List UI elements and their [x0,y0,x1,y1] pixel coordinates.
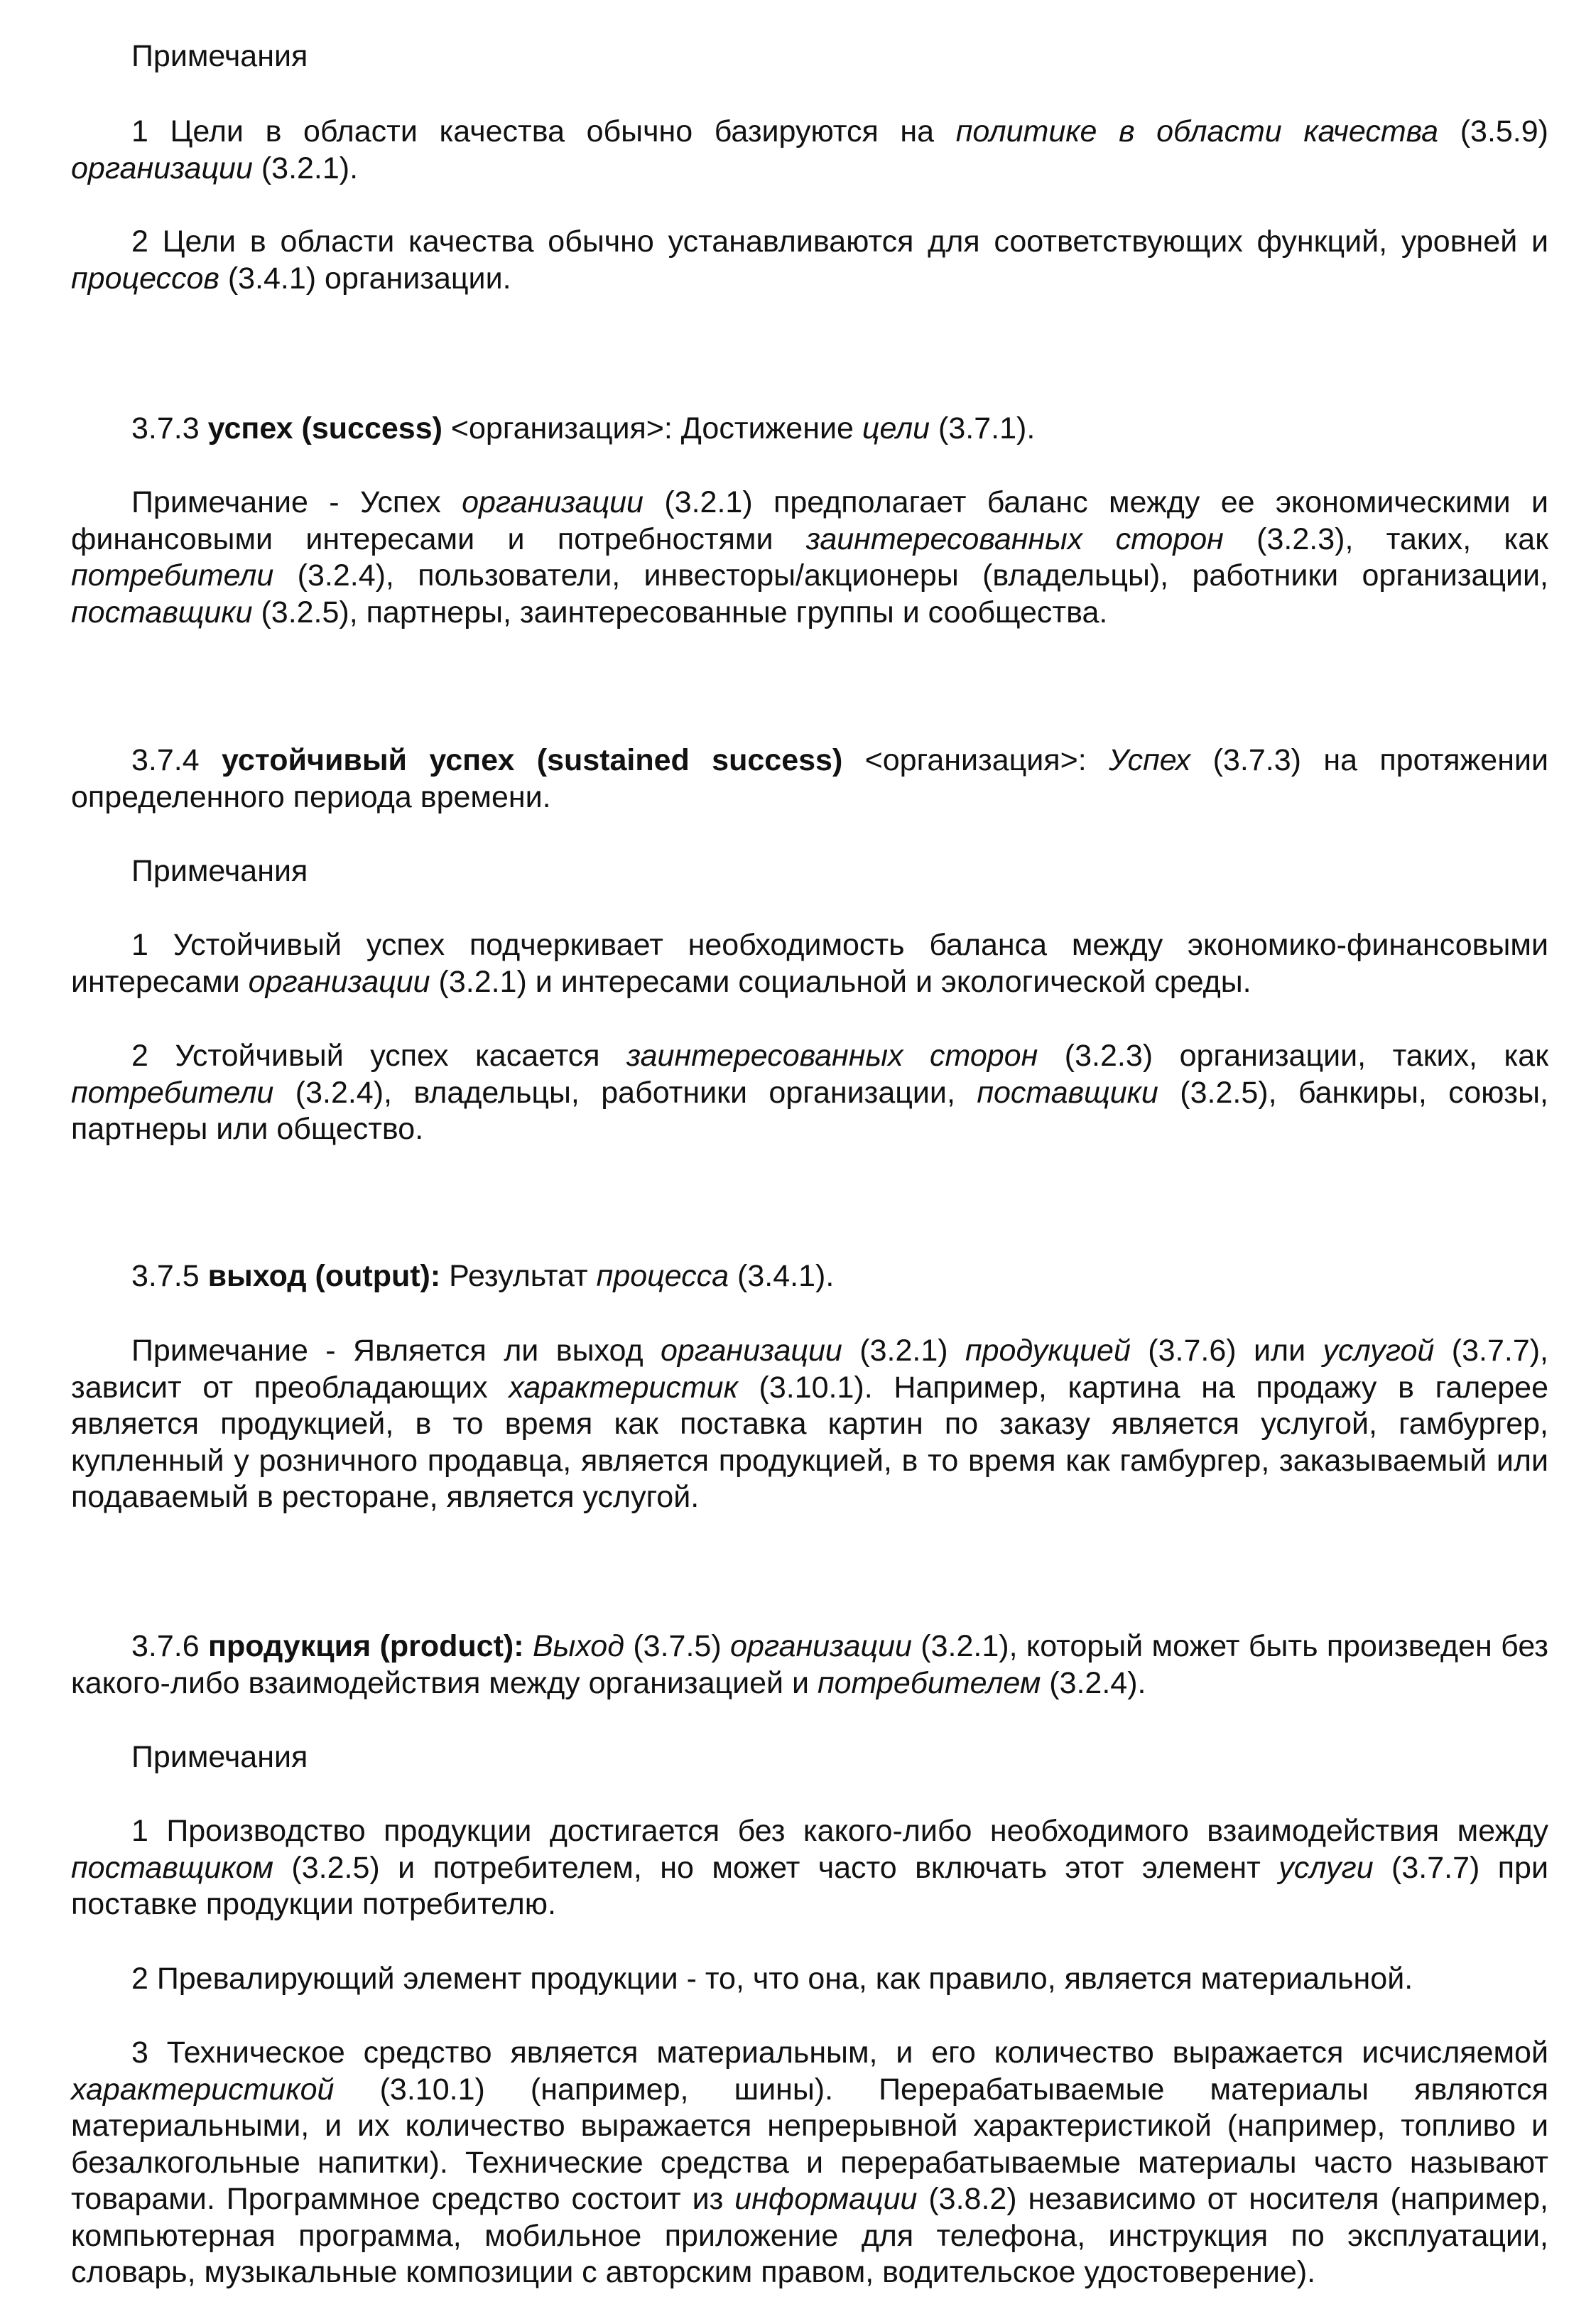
text-segment: (3.2.5) и потребителем, но может часто включать этот элемент [273,1850,1279,1885]
term-reference: потребители [71,558,274,593]
paragraph-note-2-3-7-4 [71,1038,1548,1148]
paragraph-note-2-quality-objectives [71,224,1548,297]
term-reference: организации [730,1629,912,1663]
term-name: выход (output): [207,1259,441,1293]
term-reference: поставщики [71,595,253,629]
term-reference: услугой [1323,1334,1435,1368]
text-segment: 1 Устойчивый успех подчеркивает необходимость баланса между экономико-финансовыми интересами [71,928,1548,999]
paragraph-notes-header-1 [71,38,1548,75]
text-segment: (3.2.1) предполагает баланс между ее экономическими и финансовыми интересами и потребностями [71,485,1549,556]
term-reference: потребители [71,1075,274,1110]
text-segment: <организация>: [842,743,1109,777]
text-segment: (3.8.2) независимо от носителя (например, компьютерная программа, мобильное приложение для телефона, инструкция по эксплуатации, словарь, музыкальные композиции с авторским правом, водительское удостоверение). [71,2182,1549,2289]
term-reference: Выход [532,1629,624,1663]
term-reference: организации [462,485,644,519]
term-reference: процесса [596,1259,729,1293]
paragraph-note-1-3-7-4 [71,927,1548,1000]
paragraph-term-3-7-4 [71,742,1548,816]
text-segment: (3.7.3) на протяжении определенного периода времени. [71,743,1549,814]
paragraph-notes-header-3 [71,1739,1548,1776]
text-segment: (3.2.3) организации, таких, как [1038,1039,1549,1073]
term-reference: поставщики [977,1075,1158,1110]
paragraph-note-1-3-7-6 [71,1813,1548,1923]
text-segment: (3.2.5), банкиры, союзы, партнеры или общество. [71,1075,1548,1146]
text-segment: 3.7.3 [131,411,208,445]
text-segment: (3.2.4), владельцы, работники организации, [273,1075,977,1110]
text-segment [524,1629,533,1663]
text-segment: 1 Цели в области качества обычно базируются на [131,114,956,148]
text-segment: (3.5.9) [1438,114,1548,148]
text-segment: (3.2.1) и интересами социальной и экологической среды. [430,964,1251,999]
text-segment: (3.7.6) или [1130,1334,1323,1368]
text-segment: (3.4.1). [729,1259,835,1293]
text-segment: 2 Устойчивый успех касается [131,1039,627,1073]
text-segment: 3.7.5 [131,1259,208,1293]
text-segment: (3.7.7) при поставке продукции потребителю. [71,1850,1548,1921]
term-reference: услуги [1278,1850,1374,1885]
term-reference: продукцией [965,1334,1131,1368]
term-reference: информации [734,2182,918,2216]
term-reference: организации [660,1334,842,1368]
term-name: продукция (product): [208,1629,524,1663]
paragraph-term-3-7-6 [71,1628,1548,1702]
text-segment: (3.7.7), зависит от преобладающих [71,1334,1548,1405]
text-segment: 3.7.4 [131,743,222,777]
text-segment: (3.10.1). Например, картина на продажу в галерее является продукцией, в то время как поставка картин по заказу является услугой, гамбургер, купленный у розничного продавца, является продукцией, в то время как гамбургер, заказываемый или подаваемый в ресторане, является услугой. [71,1370,1548,1514]
paragraph-note-1-quality-objectives [71,114,1548,187]
term-reference: заинтересованных сторон [805,521,1224,556]
paragraph-note-3-7-3 [71,485,1548,631]
term-reference: заинтересованных сторон [626,1039,1038,1073]
text-segment: (3.2.4). [1041,1665,1146,1700]
text-segment: 2 Цели в области качества обычно устанавливаются для соответствующих функций, уровней и [131,225,1548,259]
term-reference: Успех [1109,743,1191,777]
paragraph-note-3-7-5 [71,1333,1548,1516]
text-segment: (3.2.5), партнеры, заинтересованные группы и сообщества. [252,595,1108,629]
term-reference: поставщиком [71,1850,273,1885]
text-segment: (3.2.3), таких, как [1223,521,1549,556]
term-reference: характеристик [509,1370,738,1405]
text-segment: Примечания [131,39,308,73]
paragraph-notes-header-2 [71,853,1548,890]
text-segment: (3.10.1) (например, шины). Перерабатываемые материалы являются материальными, и их количество выражается непрерывной характеристикой (например, топливо и безалкогольные напитки). Технические средства и перерабатываемые материалы часто называют товарами. Программное средство состоит из [71,2072,1548,2216]
text-segment: Примечание - Успех [131,485,462,519]
text-segment: 2 Превалирующий элемент продукции - то, что она, как правило, является материальной. [131,1962,1413,1996]
paragraph-note-3-3-7-6 [71,2035,1548,2291]
term-reference: цели [862,411,930,445]
term-name: устойчивый успех (sustained success) [222,743,843,777]
term-reference: потребителем [817,1665,1041,1700]
term-reference: процессов [71,261,219,296]
text-segment: (3.2.1) [842,1334,965,1368]
text-segment: Примечание - Является ли выход [131,1334,661,1368]
text-segment: 1 Производство продукции достигается без какого-либо необходимого взаимодействия между [131,1814,1548,1848]
text-segment: Примечания [131,854,308,888]
paragraph-note-2-3-7-6 [71,1961,1548,1998]
text-segment: Результат [440,1259,597,1293]
text-segment: <организация>: Достижение [442,411,862,445]
text-segment: (3.4.1) организации. [219,261,511,296]
text-segment: (3.2.4), пользователи, инвесторы/акционеры (владельцы), работники организации, [273,558,1548,593]
term-reference: организации [248,964,430,999]
paragraph-term-3-7-3 [71,411,1548,448]
term-reference: организации [71,151,253,185]
term-reference: политике в области качества [955,114,1439,148]
text-segment: (3.2.1), который может быть произведен без какого-либо взаимодействия между организацией и [71,1629,1549,1700]
text-segment: Примечания [131,1740,308,1774]
text-segment: 3.7.6 [131,1629,209,1663]
term-reference: характеристикой [71,2072,335,2107]
term-name: успех (success) [207,411,442,445]
text-segment: (3.7.5) [624,1629,731,1663]
paragraph-term-3-7-5 [71,1258,1548,1295]
text-segment: (3.2.1). [252,151,359,185]
text-segment: (3.7.1). [930,411,1036,445]
text-segment: 3 Техническое средство является материальным, и его количество выражается исчисляемой [131,2036,1548,2070]
